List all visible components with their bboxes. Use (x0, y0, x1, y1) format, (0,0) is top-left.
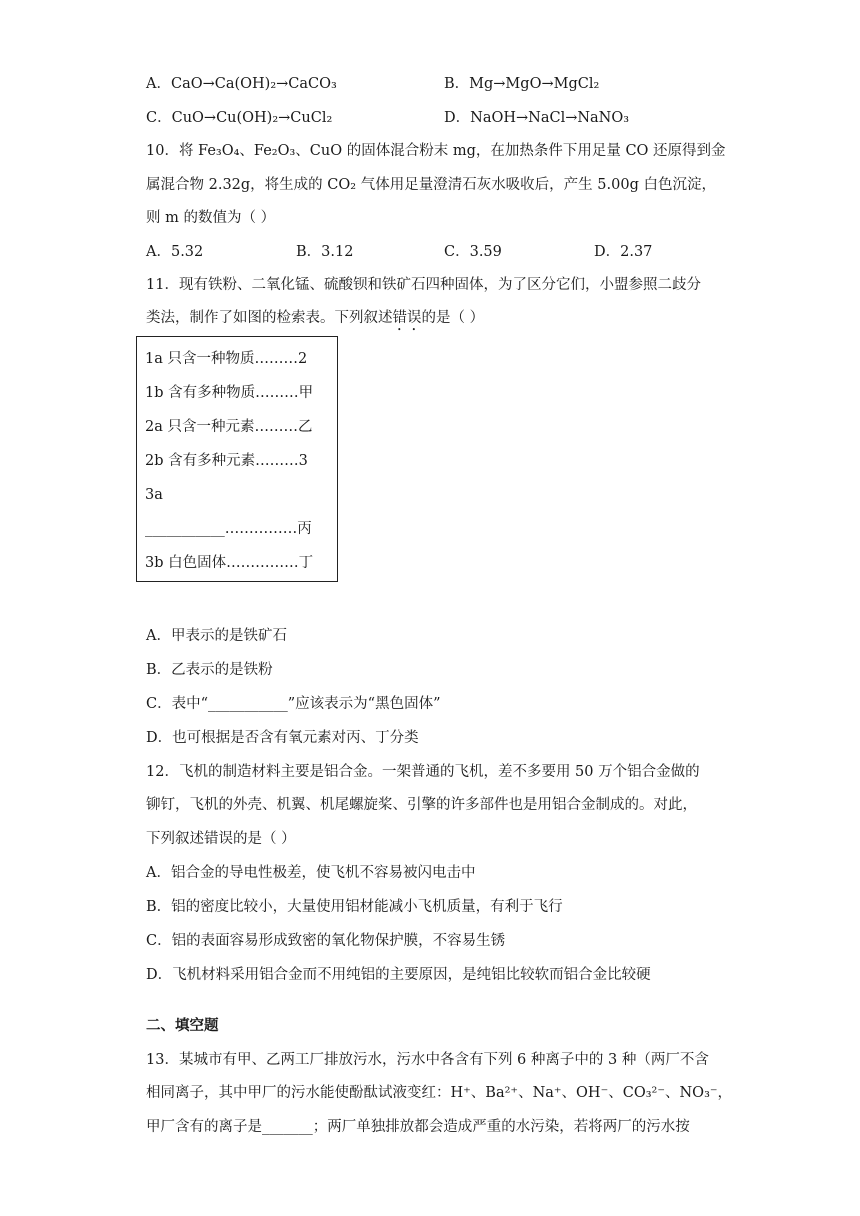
key-row-3a-blank: ___________……………丙 (145, 521, 312, 537)
q10-option-d: D．2.37 (594, 244, 653, 260)
dichotomous-key-table (136, 336, 338, 582)
q10-stem-line3: 则 m 的数值为（ ） (146, 210, 276, 226)
q12-stem-line2: 铆钉，飞机的外壳、机翼、机尾螺旋桨、引擎的许多部件也是用铝合金制成的。对此， (146, 797, 697, 813)
key-row-3b: 3b 白色固体……………丁 (145, 555, 314, 571)
q11-stem-line1: 11．现有铁粉、二氧化锰、硫酸钡和铁矿石四种固体，为了区分它们，小盟参照二歧分 (146, 277, 701, 293)
q10-option-b: B．3.12 (296, 244, 354, 260)
q12-option-d: D．飞机材料采用铝合金而不用纯铝的主要原因，是纯铝比较软而铝合金比较硬 (146, 967, 651, 983)
q11-stem-suffix: 的是（ ） (421, 310, 485, 326)
q11-stem-emphasis: 错误 (392, 310, 422, 326)
key-row-2a: 2a 只含一种元素………乙 (145, 419, 313, 435)
q13-stem-line1: 13．某城市有甲、乙两工厂排放污水，污水中各含有下列 6 种离子中的 3 种（两厂不含 (146, 1052, 709, 1068)
q11-option-a: A．甲表示的是铁矿石 (146, 628, 287, 644)
key-row-1a: 1a 只含一种物质………2 (145, 351, 308, 367)
q9-option-a: A．CaO→Ca(OH)₂→CaCO₃ (146, 76, 337, 92)
key-row-2b: 2b 含有多种元素………3 (145, 453, 308, 469)
q11-option-c: C．表中“___________”应该表示为“黑色固体” (146, 696, 441, 712)
q9-option-c: C．CuO→Cu(OH)₂→CuCl₂ (146, 110, 333, 126)
q12-option-a: A．铝合金的导电性极差，使飞机不容易被闪电击中 (146, 865, 476, 881)
q11-stem-line2 (146, 308, 484, 334)
q11-stem-prefix: 类法，制作了如图的检索表。下列叙述 (146, 310, 393, 326)
q10-stem-line2: 属混合物 2.32g，将生成的 CO₂ 气体用足量澄清石灰水吸收后，产生 5.00g 白色沉淀， (146, 177, 716, 193)
key-row-3a: 3a (145, 487, 163, 503)
key-row-1b: 1b 含有多种物质………甲 (145, 385, 314, 401)
q12-option-b: B．铝的密度比较小，大量使用铝材能减小飞机质量，有利于飞行 (146, 899, 563, 915)
q10-stem-line1: 10．将 Fe₃O₄、Fe₂O₃、CuO 的固体混合粉末 mg，在加热条件下用足量 CO 还原得到金 (146, 143, 726, 159)
q10-option-c: C．3.59 (444, 244, 502, 260)
q9-option-b: B．Mg→MgO→MgCl₂ (444, 76, 600, 92)
q12-option-c: C．铝的表面容易形成致密的氧化物保护膜，不容易生锈 (146, 933, 506, 949)
section-heading-fill-in: 二、填空题 (146, 1017, 219, 1034)
q12-stem-line3: 下列叙述错误的是（ ） (146, 831, 296, 847)
q10-option-a: A．5.32 (146, 244, 204, 260)
q9-option-d: D．NaOH→NaCl→NaNO₃ (444, 110, 630, 126)
q13-stem-line3: 甲厂含有的离子是_______；两厂单独排放都会造成严重的水污染，若将两厂的污水按 (146, 1119, 690, 1135)
q13-stem-line2: 相同离子，其中甲厂的污水能使酚酞试液变红：H⁺、Ba²⁺、Na⁺、OH⁻、CO₃²⁻、NO₃⁻， (146, 1085, 733, 1101)
q11-option-b: B．乙表示的是铁粉 (146, 662, 273, 678)
q12-stem-line1: 12．飞机的制造材料主要是铝合金。一架普通的飞机，差不多要用 50 万个铝合金做的 (146, 764, 700, 780)
q11-option-d: D．也可根据是否含有氧元素对丙、丁分类 (146, 730, 419, 746)
